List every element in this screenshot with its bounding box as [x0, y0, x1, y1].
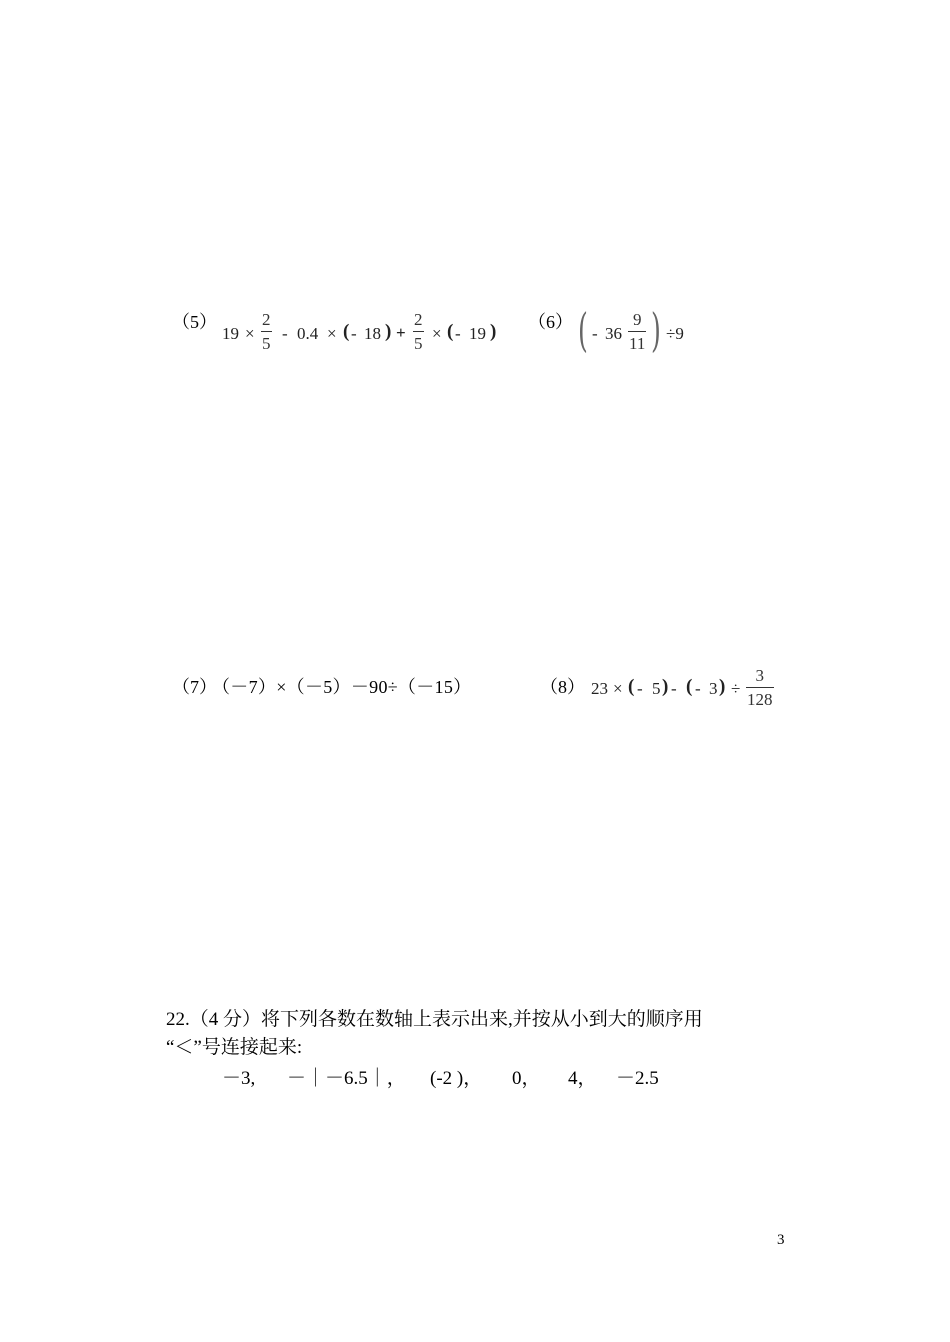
p8-divide: ÷	[731, 679, 741, 698]
p8-term: 5	[652, 679, 661, 698]
p8-times: ×	[613, 679, 623, 698]
p5-frac2-denominator: 5	[414, 334, 423, 353]
p8-fraction	[746, 666, 774, 709]
problem-8-label: （8）	[540, 677, 585, 697]
p5-plus: +	[396, 323, 406, 342]
p5-times: ×	[245, 324, 255, 343]
p5-times: ×	[327, 324, 337, 343]
p8-paren: )	[662, 676, 669, 697]
p5-paren: )	[385, 321, 392, 342]
p5-fraction-2	[413, 310, 424, 353]
p5-frac1-denominator: 5	[262, 334, 271, 353]
p5-paren: (	[447, 321, 454, 342]
p5-paren: (	[343, 321, 350, 342]
p6-frac-numerator: 9	[632, 310, 642, 329]
p8-minus: -	[671, 679, 677, 698]
p8-minus: -	[637, 679, 643, 698]
p5-term: 18	[364, 324, 381, 343]
p8-term: 3	[709, 679, 718, 698]
question-22-line-1: 22.（4 分）将下列各数在数轴上表示出来,并按从小到大的顺序用	[166, 1009, 703, 1030]
p8-paren: )	[719, 676, 726, 697]
number-item: 0，	[512, 1068, 541, 1089]
page-number: 3	[777, 1232, 785, 1248]
p8-paren: (	[686, 676, 693, 697]
p5-paren: )	[490, 321, 497, 342]
p5-frac2-numerator: 2	[414, 310, 423, 329]
p5-fraction-1	[261, 310, 272, 353]
p6-integer: 36	[605, 324, 622, 343]
p8-paren: (	[628, 676, 635, 697]
p5-minus: -	[282, 324, 288, 343]
p5-frac1-numerator: 2	[262, 310, 271, 329]
problem-6-label: （6）	[528, 312, 573, 332]
p6-left-paren: (	[578, 303, 588, 357]
number-item: －｜－6.5｜，	[287, 1068, 406, 1089]
p6-divide: ÷9	[666, 324, 684, 343]
p8-term: 23	[591, 679, 608, 698]
problem-7-expression: （－7）×（－5）－90÷（－15）	[212, 677, 472, 697]
p6-right-paren: )	[651, 303, 661, 357]
p5-term: 0.4	[297, 324, 319, 343]
p6-frac-denominator: 11	[629, 334, 646, 353]
problem-7-label: （7）	[172, 677, 217, 697]
p5-term: 19	[469, 324, 486, 343]
p8-frac-denominator: 128	[747, 690, 773, 709]
p5-term: 19	[222, 324, 239, 343]
number-item: 4，	[568, 1068, 597, 1089]
p6-minus: -	[592, 324, 598, 343]
problem-5-label: （5）	[172, 312, 217, 332]
p8-minus: -	[695, 679, 701, 698]
question-22-line-2: “＜”号连接起来:	[166, 1037, 303, 1058]
p6-fraction	[628, 310, 646, 353]
p8-frac-numerator: 3	[755, 666, 764, 685]
number-item: －3,	[222, 1068, 256, 1089]
number-item: (-2 )，	[430, 1068, 483, 1089]
p5-minus: -	[351, 324, 357, 343]
p5-minus: -	[455, 324, 461, 343]
p5-times: ×	[432, 324, 442, 343]
number-item: －2.5	[616, 1068, 659, 1089]
